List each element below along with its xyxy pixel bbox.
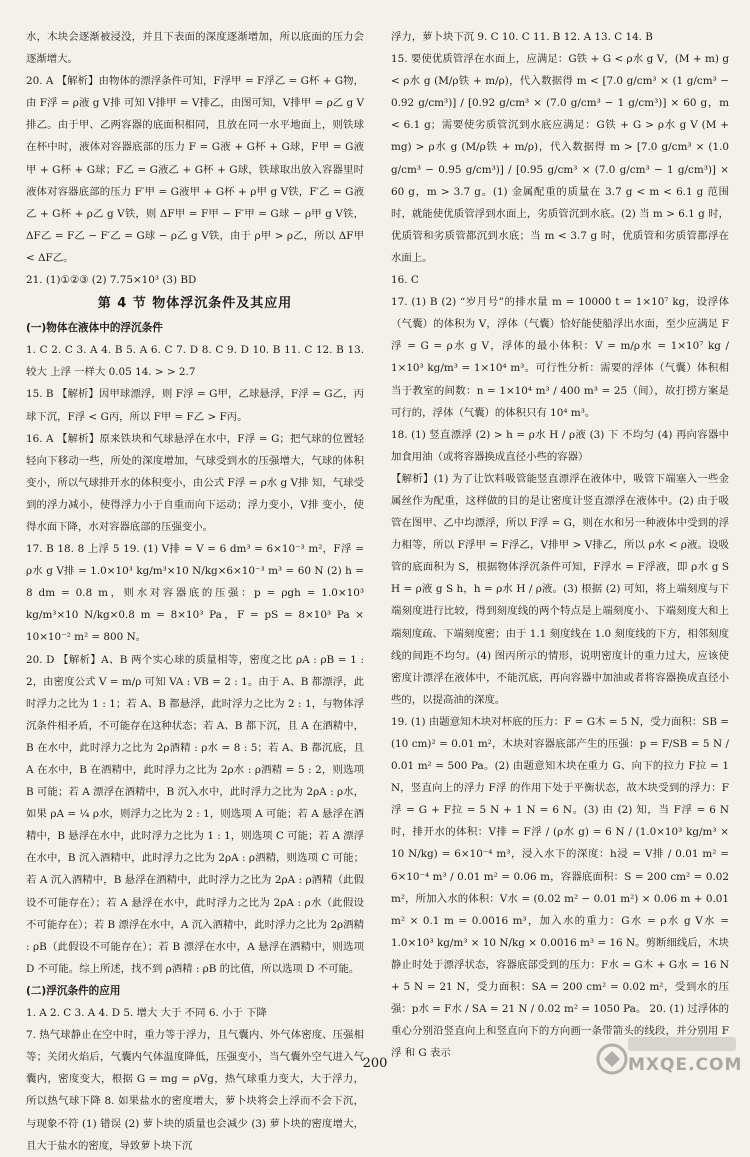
answer-paragraph: 17. (1) B (2) “岁月号”的排水量 m = 10000 t = 1×10⁷ kg，设浮体（气囊）的体积为 V，浮体（气囊）恰好能使船浮出水面，至少应满足 F浮 = G = ρ水 g V，浮体的最小体积：V = m/ρ水 = 1×10⁷ kg / 1×10³ kg/m³ = 1×10⁴ m³。可行性分析：需要的浮体（气囊）体积相当于教室的间数：n = 1×10⁴ m³ / 400 m³ = 25（间），故打捞方案是可行的，浮体（气囊）的体积只有 10⁴ m³。	[391, 296, 729, 419]
left-column	[26, 26, 364, 1157]
answer-paragraph: 水，木块会逐渐被浸没，并且下表面的深度逐渐增加，所以底面的压力会逐渐增大。	[26, 31, 364, 66]
watermark-text: MXQE.COM	[628, 1055, 743, 1075]
section-title: 第 4 节 物体浮沉条件及其应用	[97, 296, 293, 312]
answer-paragraph: 1. C 2. C 3. A 4. B 5. A 6. C 7. D 8. C 9. D 10. B 11. C 12. B 13. 较大 上浮 一样大 0.05 14. > > 2.7	[26, 344, 364, 379]
right-column	[391, 26, 729, 1064]
answer-paragraph: 21. (1)①②③ (2) 7.75×10³ (3) BD	[26, 274, 197, 287]
answer-paragraph: 16. A 【解析】原来铁块和气球悬浮在水中，F浮 = G；把气球的位置轻轻向下移动一些，所处的深度增加，气球受到水的压强增大，气球的体积变小，所以气球排开水的体积变小，由公式 F浮 = ρ水 g V排 知，气球受到的浮力减小，使得浮力小于自重而向下运动；浮力变小，V排 变小，使得水面下降，水对容器底部的压强变小。	[26, 432, 364, 533]
answer-paragraph: 浮力，萝卜块下沉 9. C 10. C 11. B 12. A 13. C 14. B	[391, 31, 653, 43]
answer-paragraph: 【解析】(1) 为了让饮料吸管能竖直漂浮在液体中，吸管下端塞入一些金属丝作为配重，这样做的目的是让密度计竖直漂浮在液体中。(2) 由于吸管在图甲、乙中均漂浮，所以 F浮 = G，则在水和另一种液体中受到的浮力相等，所以 F浮甲 = F浮乙，V排甲 > V排乙，所以 ρ水 < ρ液。设吸管的底面积为 S，根据物体浮沉条件可知，F浮水 = F浮液，即 ρ水 g S H = ρ液 g S h，h = ρ水 H / ρ液。(3) 根据 (2) 可知，将上端刻度与下端刻度进行比较，得到刻度线的两个特点是上端刻度小、下端刻度大和上端刻度疏、下端刻度密；由于 1.1 刻度线在 1.0 刻度线的下方，相邻刻度线的间距不均匀。(4) 图丙所示的情形，说明密度计的重力过大，应该使密度计漂浮在液体中，不能沉底，再向容器中加油或者将容器换成直径小些的，以提高油的深度。	[391, 472, 729, 706]
answer-paragraph: 18. (1) 竖直漂浮 (2) > h = ρ水 H / ρ液 (3) 下 不均匀 (4) 再向容器中加食用油（或将容器换成直径小些的容器）	[391, 428, 729, 463]
watermark-logo	[594, 1029, 744, 1085]
answer-paragraph: 17. B 18. 8 上浮 5 19. (1) V排 = V = 6 dm³ = 6×10⁻³ m²，F浮 = ρ水 g V排 = 1.0×10³ kg/m³×10 N/kg×6×10⁻³ m³ = 60 N (2) h = 8 dm = 0.8 m，则水对容器底的压强：p = ρgh = 1.0×10³ kg/m³×10 N/kg×0.8 m = 8×10³ Pa，F = pS = 8×10³ Pa × 10×10⁻² m² = 800 N。	[26, 543, 364, 644]
subsection-title: (一)物体在液体中的浮沉条件	[26, 322, 163, 335]
answer-paragraph: 1. A 2. C 3. A 4. D 5. 增大 大于 不同 6. 小于 下降	[26, 1007, 267, 1020]
answer-paragraph: 19. (1) 由题意知木块对杯底的压力：F = G木 = 5 N，受力面积：SB = (10 cm)² = 0.01 m²，木块对容器底部产生的压强：p = F/SB = 5 N / 0.01 m² = 500 Pa。(2) 由题意知木块在重力 G、向下的拉力 F拉 = 1 N，竖直向上的浮力 F浮 的作用下处于平衡状态，故木块受到的浮力：F浮 = G + F拉 = 5 N + 1 N = 6 N。(3) 由 (2) 知，当 F浮 = 6 N 时，排开水的体积：V排 = F浮 / (ρ水 g) = 6 N / (1.0×10³ kg/m³ × 10 N/kg) = 6×10⁻⁴ m³，浸入水下的深度：h浸 = V排 / 0.01 m² = 6×10⁻⁴ m³ / 0.01 m² = 0.06 m，容器底面积：S = 200 cm² = 0.02 m²，所加入水的体积：V水 = (0.02 m² − 0.01 m²) × 0.06 m + 0.01 m² × 0.1 m = 0.0016 m³，加入水的重力：G水 = ρ水 g V水 = 1.0×10³ kg/m³ × 10 N/kg × 0.0016 m³ = 16 N。剪断细线后，木块静止时处于漂浮状态，容器底部受到的压力：F水 = G木 + G水 = 16 N + 5 N = 21 N，受力面积：SA = 200 cm² = 0.02 m²，受到水的压强：p水 = F水 / SA = 21 N / 0.02 m² = 1050 Pa。 20. (1) 过浮体的重心分别沿竖直向上和竖直向下的方向画一条带箭头的线段，并分别用 F浮 和 G 表示	[391, 715, 729, 1060]
answer-paragraph: 15. B 【解析】因甲球漂浮，则 F浮 = G甲，乙球悬浮，F浮 = G乙，丙球下沉，F浮 < G丙，所以 F甲 = F乙 > F丙。	[26, 388, 364, 423]
answer-paragraph: 15. 要使优质管浮在水面上，应满足：G铁 + G < ρ水 g V，(M + m) g < ρ水 g (M/ρ铁 + m/ρ)，代入数据得 m < [7.0 g/cm³ × (1 g/cm³ − 0.92 g/cm³)] / [0.92 g/cm³ × (7.0 g/cm³ − 1 g/cm³)] × 60 g，m < 6.1 g；需要使劣质管沉到水底应满足：G铁 + G > ρ水 g V (M + mg) > ρ水 g (M/ρ铁 + m/ρ)，代入数据得 m > [7.0 g/cm³ × (1.0 g/cm³ − 0.95 g/cm³)] / [0.95 g/cm³ × (7.0 g/cm³ − 1 g/cm³)] × 60 g，m > 3.7 g。(1) 金属配重的质量在 3.7 g < m < 6.1 g 范围时，就能使优质管浮到水面上，劣质管沉到水底。(2) 当 m > 6.1 g 时，优质管和劣质管都沉到水底；当 m < 3.7 g 时，优质管和劣质管都浮在水面上。	[391, 53, 729, 264]
answer-paragraph: 20. D 【解析】A、B 两个实心球的质量相等，密度之比 ρA : ρB = 1 : 2，由密度公式 V = m/ρ 可知 VA : VB = 2 : 1。由于 A、B 都漂浮，此时浮力之比为 1 : 1；若 A、B 都悬浮，此时浮力之比为 2 : 1，与物体浮沉条件相矛盾，不可能存在这种状态；若 A、B 都下沉，且 A 在酒精中，B 在水中，此时浮力之比为 2ρ酒精 : ρ水 = 8 : 5；若 A、B 都沉底，且 A 在水中，B 在酒精中，此时浮力之比为 2ρ水 : ρ酒精 = 5 : 2，则选项 B 可能；若 A 漂浮在酒精中，B 沉入水中，此时浮力之比为 2ρA : ρ水，如果 ρA = ¼ ρ水，则浮力之比为 2 : 1，则选项 A 可能；若 A 悬浮在酒精中，B 悬浮在水中，此时浮力之比为 1 : 1，则选项 C 可能；若 A 漂浮在水中，B 沉入酒精中，此时浮力之比为 2ρA : ρ酒精，则选项 C 可能；若 A 沉入酒精中，B 悬浮在酒精中，此时浮力之比为 2ρA : ρ酒精（此假设不可能存在）；若 A 悬浮在水中，此时浮力之比为 2ρA : ρ水（此假设不可能存在）；若 B 漂浮在水中，A 沉入酒精中，此时浮力之比为 2ρ酒精 : ρB（此假设不可能存在）；若 B 漂浮在水中，A 悬浮在酒精中，则选项 D 不可能。综上所述，找不到 ρ酒精 : ρB 的比值，所以选项 D 不可能。	[26, 653, 364, 975]
page-number: 200	[362, 1056, 388, 1071]
answer-paragraph: 7. 热气球静止在空中时，重力等于浮力，且气囊内、外气体密度、压强相等；关闭火焰后，气囊内气体温度降低，压强变小，当气囊外空气进入气囊内，密度变大，根据 G = mg = ρVg，热气球重力变大，大于浮力，所以热气球下降 8. 如果盐水的密度增大，萝卜块将会上浮而不会下沉，与现象不符 (1) 错误 (2) 萝卜块的质量也会减少 (3) 萝卜块的密度增大，且大于盐水的密度，导致萝卜块下沉	[26, 1029, 364, 1152]
answer-paragraph: 20. A 【解析】由物体的漂浮条件可知，F浮甲 = F浮乙 = G杯 + G物，由 F浮 = ρ液 g V排 可知 V排甲 = V排乙，由图可知，V排甲 = ρ乙 g V排乙。由于甲、乙两容器的底面积相同，且放在同一水平地面上，则铁球在杯中时，液体对容器底部的压力 F = G液 + G杯 + G球，F甲 = G液甲 + G杯 + G球；F乙 = G液乙 + G杯 + G球，铁球取出放入容器里时液体对容器底部的压力 F′甲 = G液甲 + G杯 + ρ甲 g V铁，F′乙 = G液乙 + G杯 + ρ乙 g V铁，则 ΔF甲 = F甲 − F′甲 = G球 − ρ甲 g V铁，ΔF乙 = F乙 − F′乙 = G球 − ρ乙 g V铁，由于 ρ甲 > ρ乙，所以 ΔF甲 < ΔF乙。	[26, 75, 364, 264]
subsection-title: (二)浮沉条件的应用	[26, 984, 121, 997]
answer-paragraph: 16. C	[391, 274, 419, 287]
